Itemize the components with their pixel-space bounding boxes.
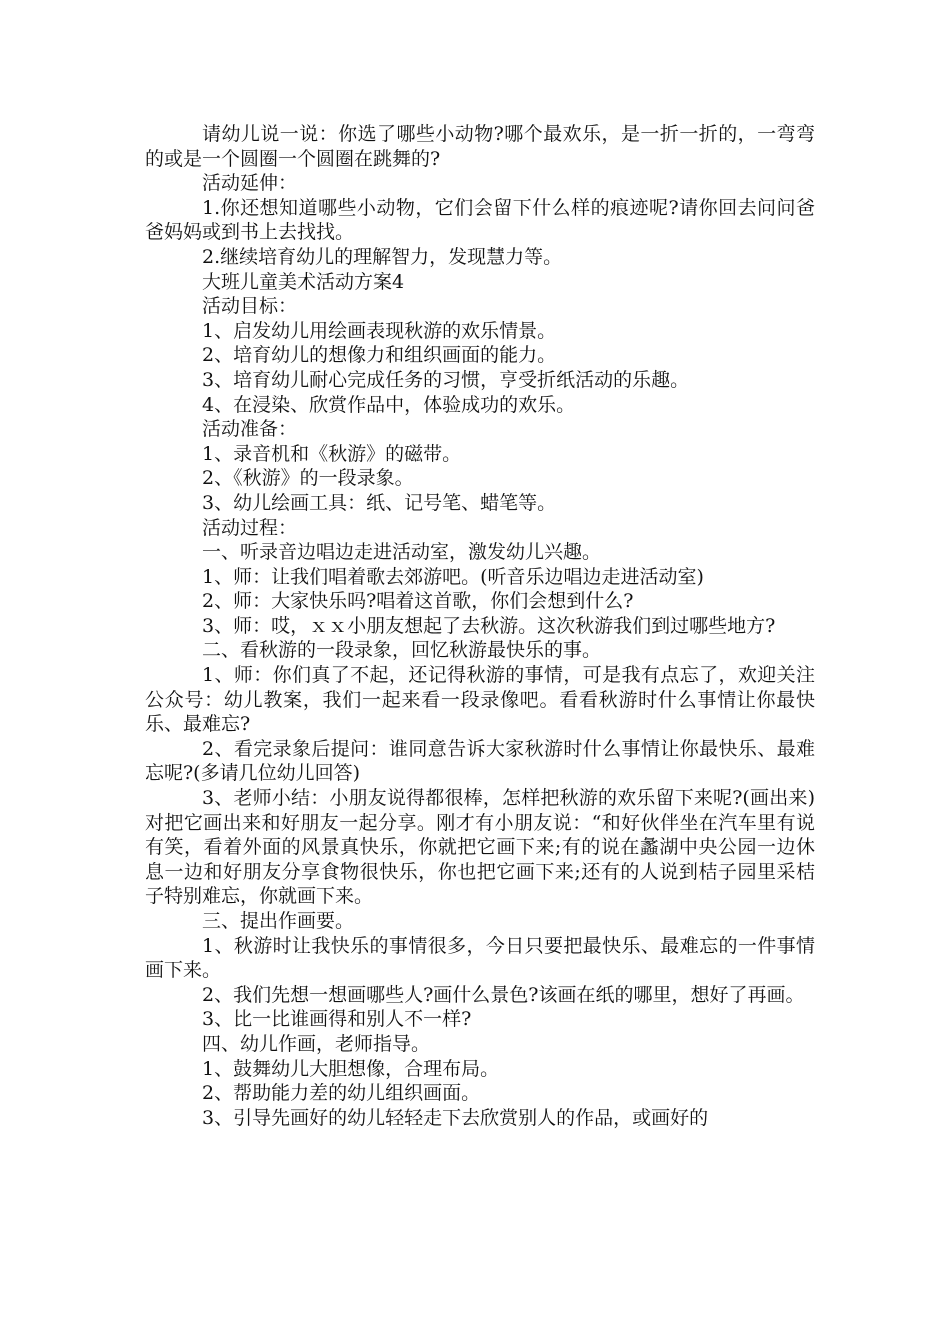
list-item: 2、《秋游》的一段录象。: [202, 467, 414, 490]
list-item: 1.你还想知道哪些小动物，它们会留下什么样的痕迹呢?请你回去问问爸爸妈妈或到书上去找找。: [145, 196, 815, 244]
document-body: [145, 122, 815, 1130]
document-title: 大班儿童美术活动方案4: [202, 270, 405, 293]
section-heading: 活动过程：: [202, 516, 298, 539]
list-item: 4、在浸染、欣赏作品中，体验成功的欢乐。: [202, 393, 576, 416]
step-heading: 三、提出作画要。: [202, 910, 355, 932]
list-item: 2.继续培育幼儿的理解智力，发现慧力等。: [202, 245, 563, 268]
list-item: 3、老师小结：小朋友说得都很棒，怎样把秋游的欢乐留下来呢?(画出来)对把它画出来和好朋友一起分享。刚才有小朋友说：“和好伙伴坐在汽车里有说有笑，看着外面的风景真快乐，你就把它画下来;有的说在蠡湖中央公园一边休息一边和好朋友分享食物很快乐，你也把它画下来;还有的人说到桔子园里采桔子特别难忘，你就画下来。: [145, 787, 815, 908]
section-heading: 活动延伸：: [202, 172, 298, 195]
list-item: 2、帮助能力差的幼儿组织画面。: [202, 1082, 481, 1105]
paragraph: 请幼儿说一说：你选了哪些小动物?哪个最欢乐，是一折一折的，一弯弯的或是一个圆圈一个圆圈在跳舞的?: [145, 123, 815, 170]
list-item: 1、启发幼儿用绘画表现秋游的欢乐情景。: [202, 319, 557, 342]
list-item: 3、培育幼儿耐心完成任务的习惯，亨受折纸活动的乐趣。: [202, 368, 690, 391]
list-item: 1、鼓舞幼儿大胆想像，合理布局。: [202, 1057, 500, 1080]
step-heading: 四、幼儿作画，老师指导。: [202, 1032, 431, 1055]
list-item: 1、师：你们真了不起，还记得秋游的事情，可是我有点忘了，欢迎关注公众号：幼儿教案，我们一起来看一段录像吧。看看秋游时什么事情让你最快乐、最难忘?: [145, 664, 815, 736]
list-item: 3、比一比谁画得和别人不一样?: [202, 1008, 472, 1031]
list-item: 2、培育幼儿的想像力和组织画面的能力。: [202, 344, 557, 367]
list-item: 1、秋游时让我快乐的事情很多，今日只要把最快乐、最难忘的一件事情画下来。: [145, 934, 815, 982]
list-item: 3、引导先画好的幼儿轻轻走下去欣赏别人的作品，或画好的: [202, 1106, 709, 1129]
step-heading: 一、听录音边唱边走进活动室，激发幼儿兴趣。: [202, 541, 602, 564]
section-heading: 活动目标：: [202, 295, 298, 318]
list-item: 2、看完录象后提问：谁同意告诉大家秋游时什么事情让你最快乐、最难忘呢?(多请几位幼儿回答): [145, 737, 815, 785]
list-item: 2、师：大家快乐吗?唱着这首歌，你们会想到什么?: [202, 590, 634, 613]
step-heading: 二、看秋游的一段录象，回忆秋游最快乐的事。: [202, 639, 602, 662]
list-item: 1、录音机和《秋游》的磁带。: [202, 442, 462, 465]
list-item: 3、师：哎，ｘｘ小朋友想起了去秋游。这次秋游我们到过哪些地方?: [202, 614, 776, 637]
list-item: 3、幼儿绘画工具：纸、记号笔、蜡笔等。: [202, 491, 557, 514]
list-item: 2、我们先想一想画哪些人?画什么景色?该画在纸的哪里，想好了再画。: [202, 983, 805, 1006]
section-heading: 活动准备：: [202, 418, 298, 441]
list-item: 1、师：让我们唱着歌去郊游吧。(听音乐边唱边走进活动室): [202, 565, 704, 588]
